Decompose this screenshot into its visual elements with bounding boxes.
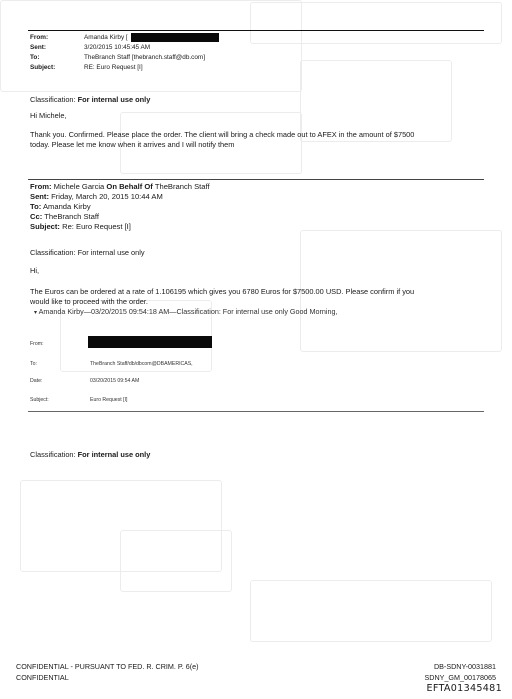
cc-label: Cc:	[30, 212, 43, 221]
confidential-label: CONFIDENTIAL	[16, 673, 69, 682]
to-label: To:	[30, 202, 42, 211]
date-value: 03/20/2015 09:54 AM	[90, 378, 140, 384]
bates-number: DB-SDNY-0031881	[433, 662, 496, 671]
subject-label: Subject:	[30, 64, 56, 71]
quoted-text: Amanda Kirby—03/20/2015 09:54:18 AM—Classification: For internal use only Good Morning,	[38, 307, 338, 316]
subject-value: RE: Euro Request [I]	[84, 64, 143, 71]
sent-label: Sent:	[30, 44, 46, 51]
background-mark	[250, 580, 492, 642]
quote-arrow-icon: ▾	[34, 310, 38, 316]
subject-value: Euro Request [I]	[90, 397, 128, 403]
body-line: today. Please let me know when it arrives and I will notify them	[30, 140, 235, 149]
email2-sent-line	[30, 192, 163, 201]
email2-cc-line	[30, 212, 99, 221]
subject-label: Subject:	[30, 397, 49, 403]
quoted-header-line	[34, 307, 337, 318]
from-label: From:	[30, 182, 52, 191]
email2-to-line	[30, 202, 91, 211]
redaction-block	[131, 33, 219, 42]
from-value: Michele Garcia	[53, 182, 105, 191]
body-line: Thank you. Confirmed. Please place the order. The client will bring a check made out to AFEX in the amount of $7500	[30, 130, 415, 139]
sent-label: Sent:	[30, 192, 49, 201]
to-label: To:	[30, 54, 40, 61]
background-mark	[120, 530, 232, 592]
subject-value: Re: Euro Request [I]	[62, 222, 131, 231]
sent-value: 3/20/2015 10:45:45 AM	[84, 44, 151, 51]
redaction-block	[88, 336, 212, 348]
separator-rule	[28, 411, 484, 412]
body-line: The Euros can be ordered at a rate of 1.106195 which gives you 6780 Euros for $7500.00 USD. Please confirm if you	[30, 287, 415, 296]
classification-line	[30, 95, 150, 105]
to-value: Amanda Kirby	[42, 202, 91, 211]
sent-value: Friday, March 20, 2015 10:44 AM	[51, 192, 163, 201]
efta-number: EFTA01345481	[426, 683, 502, 694]
greeting: Hi,	[30, 266, 40, 275]
classification-label: Classification:	[30, 95, 76, 104]
cc-value: TheBranch Staff	[44, 212, 99, 221]
classification-line: Classification: For internal use only	[30, 248, 145, 257]
email2-from-line	[30, 182, 210, 191]
separator-rule	[28, 179, 484, 180]
top-rule	[28, 30, 484, 31]
confidential-notice: CONFIDENTIAL - PURSUANT TO FED. R. CRIM. P. 6(e)	[16, 662, 199, 671]
date-label: Date:	[30, 378, 43, 384]
greeting: Hi Michele,	[30, 111, 67, 120]
classification-value: For internal use only	[77, 450, 151, 459]
email2-subject-line	[30, 222, 131, 231]
from-value: Amanda Kirby [	[84, 34, 128, 41]
from-label: From:	[30, 34, 49, 41]
to-value: TheBranch Staff [thebranch.staff@db.com]	[84, 54, 205, 61]
classification-label: Classification:	[30, 450, 76, 459]
to-value: TheBranch Staff/db/dbcom@DBAMERICAS,	[90, 361, 193, 367]
behalf-value: TheBranch Staff	[154, 182, 210, 191]
bates-number: SDNY_GM_00178065	[424, 673, 496, 682]
classification-line	[30, 450, 150, 460]
to-label: To:	[30, 361, 37, 367]
classification-value: For internal use only	[77, 95, 151, 104]
body-line: would like to proceed with the order.	[30, 297, 148, 306]
from-label: From:	[30, 341, 44, 347]
subject-label: Subject:	[30, 222, 60, 231]
behalf-label: On Behalf Of	[106, 182, 153, 191]
background-mark	[250, 2, 502, 44]
